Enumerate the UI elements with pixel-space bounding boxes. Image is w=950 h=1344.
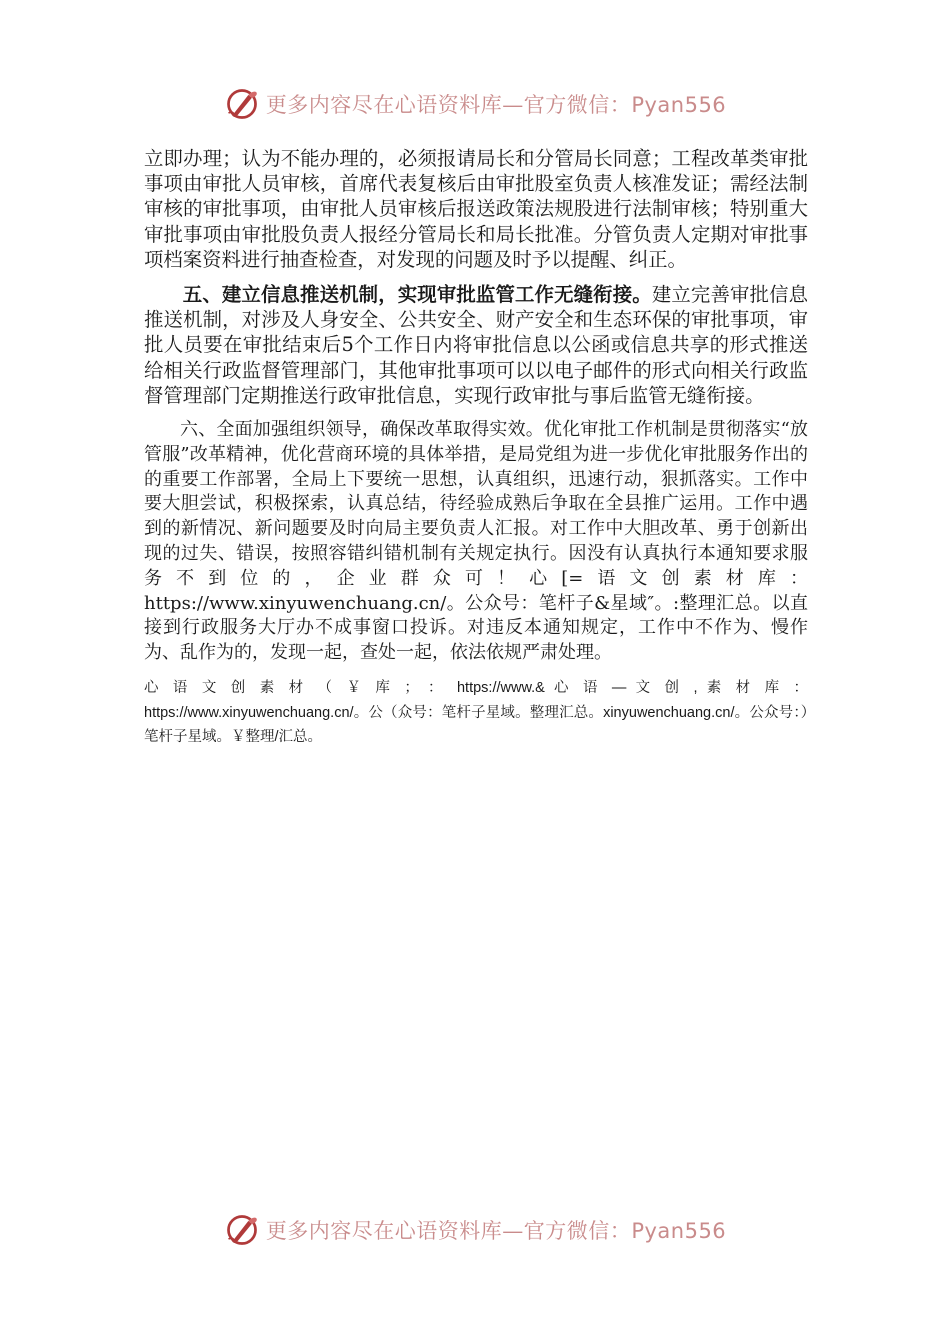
banner-label: 更多内容尽在心语资料库—官方微信： (265, 93, 632, 117)
quill-logo-icon (224, 1212, 260, 1248)
document-body (144, 146, 808, 750)
quill-logo-icon (224, 86, 260, 122)
paragraph-section-five (144, 282, 808, 408)
paragraph-section-six: 六、全面加强组织领导，确保改革取得实效。优化审批工作机制是贯彻落实“放管服”改革精神，优化营商环境的具体举措，是局党组为进一步优化审批服务作出的的重要工作部署，全局上下要统一思想，认真组织，迅速行动，狠抓落实。工作中要大胆尝试，积极探索，认真总结，待经验成熟后争取在全县推广运用。工作中遇到的新情况、新问题要及时向局主要负责人汇报。对工作中大胆改革、勇于创新出现的过失、错误，按照容错纠错机制有关规定执行。因没有认真执行本通知要求服务不到位的，企业群众可！心[=语文创素材库：https://www.xinyuwenchuang.cn/。公众号：笔杆子&星域″。:整理汇总。以直接到行政服务大厅办不成事窗口投诉。对违反本通知规定，工作中不作为、慢作为、乱作为的，发现一起，查处一起，依法依规严肃处理。 (144, 419, 808, 664)
banner-label: 更多内容尽在心语资料库—官方微信： (265, 1219, 632, 1243)
footer-banner (0, 1210, 950, 1250)
paragraph-approval-process: 立即办理；认为不能办理的，必须报请局长和分管局长同意；工程改革类审批事项由审批人员审核，首席代表复核后由审批股室负责人核准发证；需经法制审核的审批事项，由审批人员审核后报送政策法规股进行法制审核；特别重大审批事项由审批股负责人报经分管局长和局长批准。分管负责人定期对审批事项档案资料进行抽查检查，对发现的问题及时予以提醒、纠正。 (144, 147, 808, 271)
watermark-note: 心 语 文 创 素 材 （ ￥ 库 ； ： https://www.& 心 语 — 文 创 , 素 材 库 ： https://www.xinyuwenchuang.cn/。公（众号：笔杆子星域。整理汇总。xinyuwenchuang.cn/。公众号：）笔杆子星域。￥整理/汇总。 (144, 680, 808, 745)
section-five-text: 建立完善审批信息推送机制，对涉及人身安全、公共安全、财产安全和生态环保的审批事项，审批人员要在审批结束后5个工作日内将审批信息以公函或信息共享的形式推送给相关行政监督管理部门，其他审批事项可以以电子邮件的形式向相关行政监督管理部门定期推送行政审批信息，实现行政审批与事后监管无缝衔接。 (144, 283, 808, 407)
section-five-heading: 五、建立信息推送机制，实现审批监管工作无缝衔接。 (182, 283, 652, 307)
wechat-handle: Pyan556 (631, 1219, 727, 1243)
footer-banner-text (266, 1215, 726, 1245)
header-banner (0, 84, 950, 124)
header-banner-text (266, 89, 726, 119)
wechat-handle: Pyan556 (631, 93, 727, 117)
